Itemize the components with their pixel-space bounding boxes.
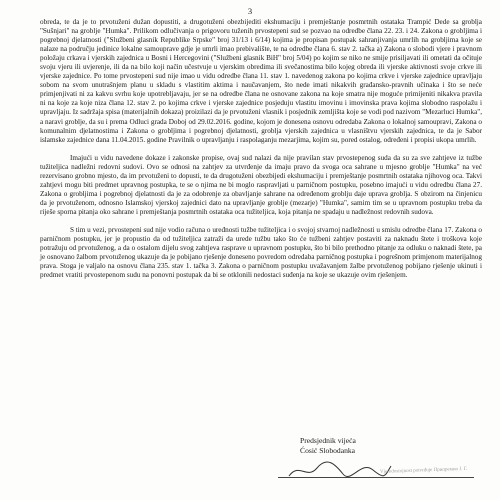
paragraph-1: obreda, te da je to prvotuženi dužan dopustiti, a drugotuženi obezbijediti ekshumaciju i premještanje posmrtnih ostataka Trampić Dede sa groblja "Sušnjari" na groblje "Humka". Prilikom odlučivanja o prigovoru tuženih prvostepeni sud se pozvao na odredbe člana 22. 23. i 24. Zakona o grobljima i pogrebnoj djelatnosti ("Službeni glasnik Republike Srpske" broj 31/13 i 6/14) kojima je propisan postupak sahranjivanja umrlih na grobljima koje se nalaze na području jedinice lokalne samouprave gdje je umrli imao prebivalište, te na odredbe člana 6. stav 2. tačka a) Zakona o slobodi vjere i pravnom položaju crkava i vjerskih zajednica u Bosni i Hercegovini ("Službeni glasnik BiH" broj 5/04) po kojim se niko ne smije prisiljavati ili ometati da očituje svoju vjeru ili uvjerenje, ili da na bilo koji način učestvuje u vjerskim obredima ili svečanostima bilo kojeg obreda ili vjerske aktivnosti svoje crkve ili vjerske zajednice. Po tome prvostepeni sud nije imao u vidu odredbe člana 11. stav 1. navedenog zakona po kojima crkve i vjerske zajednice upravljaju sobom na svom unutrašnjem planu u skladu s vlastitim aktima i naučavanjem, što nede imati nikakvih građansko-pravnih učinaka i što se neće primjenjivati ni za kakvu svrhu koje upotrebljavaju, jer se na odredbe člana ne osnovane zakona na koje smatra nije moguće primijeniti nikakva pravila ni na koje za koje niza člana 12. stav 2. po kojima crkve i vjerske zajednice posjeduju vlastitu imovinu i imovinska prava kojima slobodno raspolažu i upravljaju. Iz sadržaja spisa (materijalnih dokaza) proizilazi da je prvotuženi vlasnik i posjednik zemljišta koje se vodi pod nazivom "Mezarluci Humka", a naravi groblje, da su i prema Odluci grada Doboj od 29.02.2016. godine, kojom je donesena osnovu odredaba Zakona o lokalnoj samoupravi, Zakona o komunalnim djelatnostima i Zakona o grobljima i pogrebnoj djelatnosti, groblja vjerskih zajednica u vlasništvu vjerskih zajednica, te da je Sabor islamske zajednice dana 11.04.2015. godine Pravilnik o upravljanju i raspolaganju mezarjima, kojim su, pored ostalog, određeni i propisi ukopa umrlih. [40,18,482,144]
stamp-text: Vjerodostojnost potvrđuje Припремио Ј. Г. [379,466,468,475]
page-number: 3 [247,6,253,16]
signature-block [300,436,480,455]
paragraph-2: Imajući u vidu navedene dokaze i zakonske propise, ovaj sud nalazi da nije pravilan stav prvostepenog suda da su za sve zahtjeve iz tužbe tužiteljica nadležni redovni sudovi. Ovo se odnosi na zahtjev za utvrđenje da imaju pravo da svoga oca sahrane u mjesno groblje "Humka" na već rezervisano grobno mjesto, da im prvotuženi to dopusti, te da drugotuženi obezbijedi ekshumaciju i premještanje posmrtnih ostataka njihovog oca. Takvi zahtjevi mogu biti predmet upravnog postupka, te se o njima ne bi moglo raspravljati u parničnom postupku, posebno imajući u vidu odredbu člana 27. Zakona o grobljima i pogrebnoj djelatnosti da je za odobrenje za obavljanje sahrane na određenom groblju daje uprava groblja. S obzirom na činjenicu da je prvotuženom, odnosno Islamskoj vjerskoj zajednici dato na upravljanje groblje (mezarje) "Humka", samim tim se u upravnom postupku treba da riješe sporna pitanja oko sahrane i premještanja posmrtnih ostataka oca tužiteljica, koja pitanja ne spadaju u nadležnost redovnih sudova. [40,153,482,216]
body-text [40,18,482,280]
paragraph-3: S tim u vezi, prvostepeni sud nije vodio računa o uređnosti tužbe tužiteljica i o svojoj stvarnoj nadležnosti u smislu odredbe člana 17. Zakona o parničnom postupku, jer je propustio da od tužiteljica zatraži da urede tužbu tako što će tužbeni zahtjev postaviti za naknadu štete i troškova koje potražuju od prvotuženog, a da o ostalom dijelu svog zahtjeva rasprave u upravnom postupku, što bi bilo prethodno pitanje za odluku o naknadi štete, pa je osnovano žalbom prvotuženog ukazuje da je pobijano rješenje doneseno povredom odredaba parničnog postupka i pogrešnom primjenom materijalnog prava. Stoga je valjalo na osnovu člana 235. stav 1. tačka 3. Zakona o parničnom postupku uvažavanjem žalbe prvotuženog pobijano rješenje ukinuti i predmet vratiti prvostepenom sudu na ponovni postupak da bi se otklonili nedostaci suđenja na koje se ukazuje ovim rješenjem. [40,225,482,280]
handwritten-signature [285,458,395,482]
signature-title: Predsjednik vijeća [300,436,356,445]
signature-line [278,477,474,478]
signature-name: Ćosić Slobodanka [300,445,356,455]
